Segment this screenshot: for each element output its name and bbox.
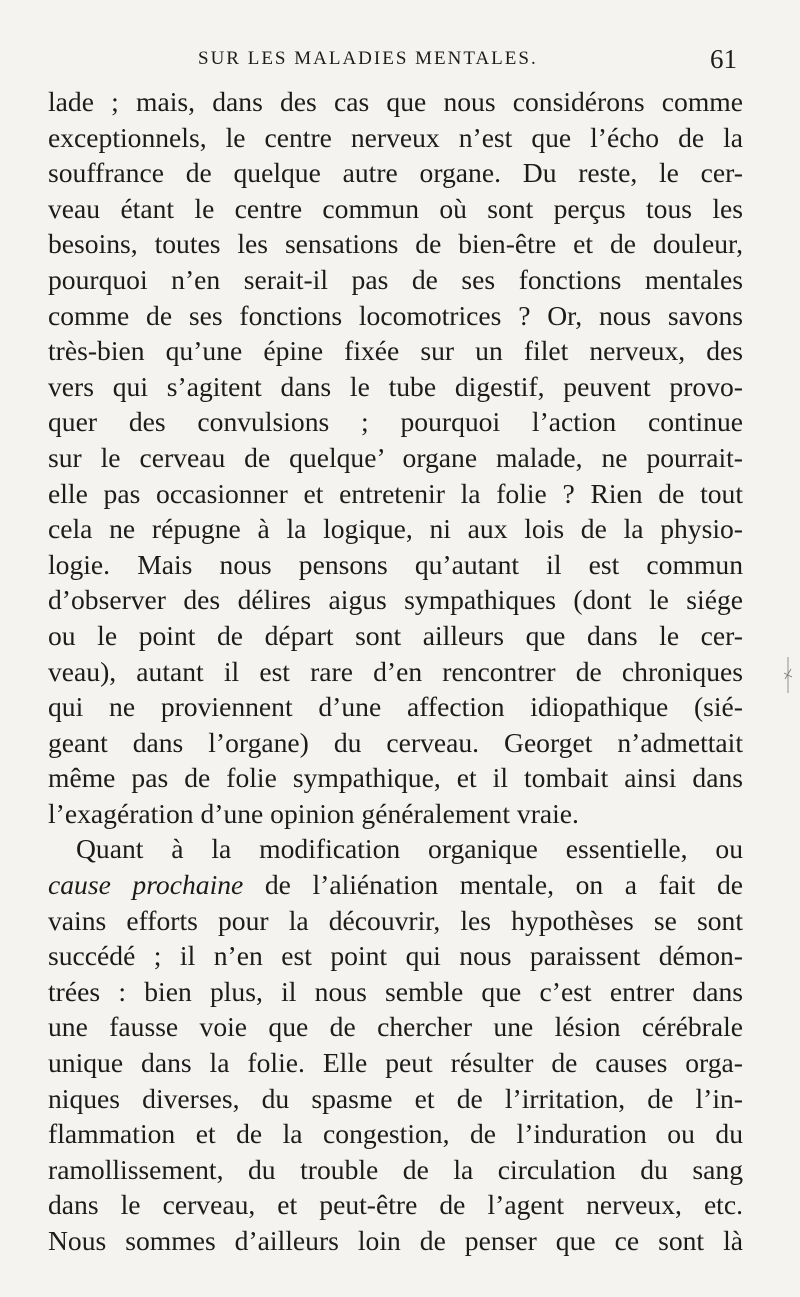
text-line: d’observer des délires aigus sympathiques (dont le siége <box>48 584 743 616</box>
text-line: exceptionnels, le centre nerveux n’est que l’écho de la <box>48 121 743 153</box>
text-line: souffrance de quelque autre organe. Du reste, le cer- <box>48 157 743 189</box>
text-line: besoins, toutes les sensations de bien-être et de douleur, <box>48 228 743 260</box>
text-line: quer des convulsions ; pourquoi l’action continue <box>48 406 743 438</box>
text-line: trées : bien plus, il nous semble que c’est entrer dans <box>48 975 743 1007</box>
text-line: unique dans la folie. Elle peut résulter de causes orga- <box>48 1047 743 1079</box>
text-line: succédé ; il n’en est point qui nous paraissent démon- <box>48 940 743 972</box>
text-line: très-bien qu’une épine fixée sur un filet nerveux, des <box>48 335 743 367</box>
body-text <box>48 84 743 1259</box>
text-line: même pas de folie sympathique, et il tombait ainsi dans <box>48 762 743 794</box>
ink-speck <box>783 655 793 695</box>
text-line: veau étant le centre commun où sont perçus tous les <box>48 192 743 224</box>
text-line: geant dans l’organe) du cerveau. Georget n’admettait <box>48 726 743 758</box>
text-line: elle pas occasionner et entretenir la folie ? Rien de tout <box>48 477 743 509</box>
text-line: veau), autant il est rare d’en rencontrer de chroniques <box>48 655 743 687</box>
text-line: dans le cerveau, et peut-être de l’agent nerveux, etc. <box>48 1189 743 1221</box>
text-line <box>48 867 743 903</box>
text-line: comme de ses fonctions locomotrices ? Or, nous savons <box>48 299 743 331</box>
text-line: une fausse voie que de chercher une lésion cérébrale <box>48 1011 743 1043</box>
text-line: vains efforts pour la découvrir, les hypothèses se sont <box>48 904 743 936</box>
text-line: Nous sommes d’ailleurs loin de penser que ce sont là <box>48 1225 743 1256</box>
page-number: 61 <box>710 44 737 74</box>
text-line: sur le cerveau de quelque’ organe malade, ne pourrait- <box>48 441 743 473</box>
paragraph-end-line: l’exagération d’une opinion généralement vraie. <box>48 797 579 829</box>
page-header <box>48 44 743 80</box>
text-line: lade ; mais, dans des cas que nous considérons comme <box>48 86 743 117</box>
paragraph-start-line: Quant à la modification organique essentielle, ou <box>76 833 743 865</box>
text-line: cela ne répugne à la logique, ni aux lois de la physio- <box>48 513 743 545</box>
text-line: logie. Mais nous pensons qu’autant il est commun <box>48 548 743 580</box>
text-line: niques diverses, du spasme et de l’irritation, de l’in- <box>48 1082 743 1114</box>
text-line: ou le point de départ sont ailleurs que dans le cer- <box>48 619 743 651</box>
italic-phrase: cause prochaine <box>48 869 244 901</box>
text-line: vers qui s’agitent dans le tube digestif, peuvent provo- <box>48 370 743 402</box>
text-line: flammation et de la congestion, de l’induration ou du <box>48 1118 743 1150</box>
text-line: qui ne proviennent d’une affection idiopathique (sié- <box>48 691 743 723</box>
running-title: SUR LES MALADIES MENTALES. <box>198 48 538 69</box>
text-line: pourquoi n’en serait-il pas de ses fonctions mentales <box>48 263 743 295</box>
text-line: ramollissement, du trouble de la circulation du sang <box>48 1153 743 1185</box>
line-text: de l’aliénation mentale, on a fait de <box>243 869 743 901</box>
